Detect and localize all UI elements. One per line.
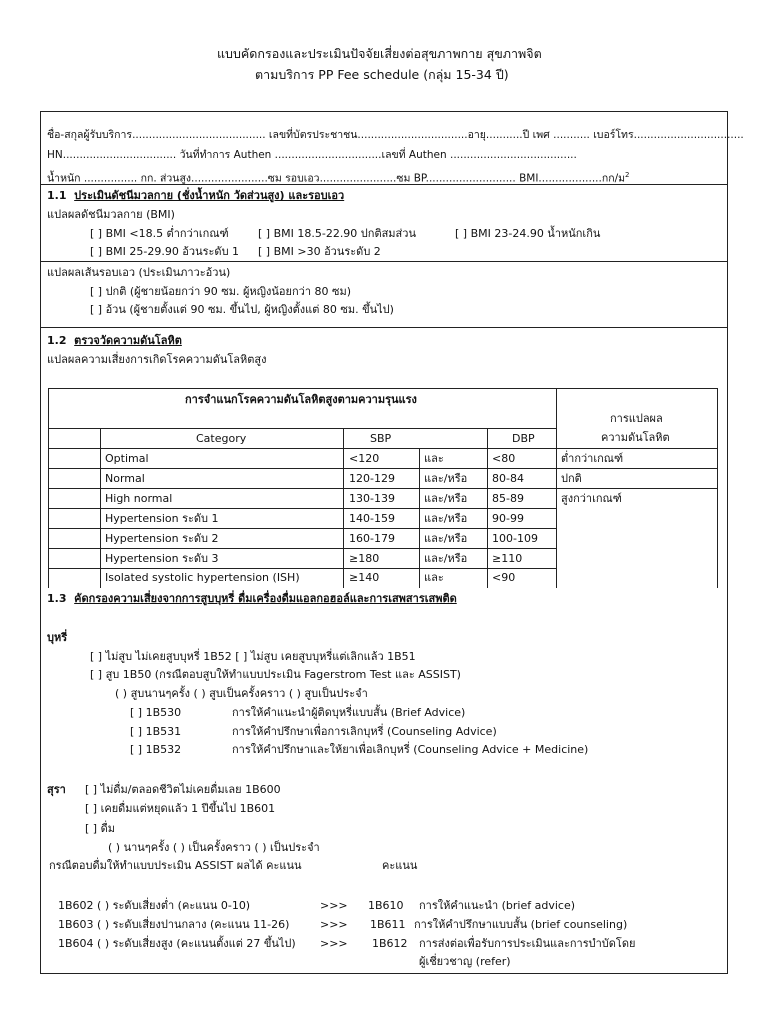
bmi-unit-sup: 2 — [625, 171, 630, 179]
bp-col-dbp: DBP — [512, 432, 535, 445]
divider-1 — [40, 184, 728, 185]
smoking-code-1B532[interactable]: [ ] 1B532 — [130, 743, 182, 756]
bp-conj-1: และ/หรือ — [424, 472, 468, 485]
bp-interp-high: สูงกว่าเกณฑ์ — [561, 492, 622, 505]
alcohol-option-never[interactable]: [ ] ไม่ดื่ม/ตลอดชีวิตไม่เคยดื่มเลย 1B600 — [85, 783, 281, 796]
waist-option-normal[interactable]: [ ] ปกติ (ผู้ชายน้อยกว่า 90 ซม. ผู้หญิงน้อยกว่า 80 ซม) — [90, 285, 351, 298]
frame-top — [40, 111, 728, 112]
bp-sbp-5: ≥180 — [349, 552, 380, 565]
frame-left — [40, 111, 41, 974]
assist-score-unit: คะแนน — [382, 859, 418, 872]
bmi-option-underweight[interactable]: [ ] BMI <18.5 ต่ำกว่าเกณฑ์ — [90, 227, 229, 240]
bp-conj-6: และ — [424, 571, 444, 584]
bp-table-rule — [48, 488, 718, 489]
risk-high-code: 1B612 — [372, 937, 408, 950]
risk-low-action: การให้คำแนะนำ (brief advice) — [419, 899, 575, 912]
bp-interp-header-1: การแปลผล — [610, 412, 663, 425]
bp-conj-2: และ/หรือ — [424, 492, 468, 505]
bp-cat-5: Hypertension ระดับ 3 — [105, 552, 219, 565]
bp-interp-header-2: ความดันโลหิต — [601, 431, 670, 444]
risk-high-refer: ผู้เชี่ยวชาญ (refer) — [419, 955, 511, 968]
risk-high[interactable]: 1B604 ( ) ระดับเสี่ยงสูง (คะแนนตั้งแต่ 27 ขึ้นไป) — [58, 937, 296, 950]
bp-cat-6: Isolated systolic hypertension (ISH) — [105, 571, 300, 584]
bmi-option-obese1[interactable]: [ ] BMI 25-29.90 อ้วนระดับ 1 — [90, 245, 240, 258]
bp-dbp-0: <80 — [492, 452, 516, 465]
assist-score-line: กรณีตอบดื่มให้ทำแบบประเมิน ASSIST ผลได้ คะแนน — [49, 859, 302, 872]
bp-interp-normal: ปกติ — [561, 472, 582, 485]
alcohol-option-quit[interactable]: [ ] เคยดื่มแต่หยุดแล้ว 1 ปีขึ้นไป 1B601 — [85, 802, 276, 815]
bp-col-sbp: SBP — [370, 432, 392, 445]
bp-table-top — [48, 388, 718, 389]
patient-info-row3[interactable] — [47, 168, 630, 186]
bp-dbp-1: 80-84 — [492, 472, 524, 485]
bp-table-rule — [100, 428, 101, 588]
bp-table-rule — [343, 428, 344, 588]
bp-table-rule — [487, 428, 488, 588]
waist-option-obese[interactable]: [ ] อ้วน (ผู้ชายตั้งแต่ 90 ซม. ขึ้นไป, ผู้หญิงตั้งแต่ 80 ซม. ขึ้นไป) — [90, 303, 394, 316]
frame-right — [727, 111, 728, 974]
bp-cat-2: High normal — [105, 492, 173, 505]
bp-sbp-6: ≥140 — [349, 571, 380, 584]
risk-medium-code: 1B611 — [370, 918, 406, 931]
bp-interp-low: ต่ำกว่าเกณฑ์ — [561, 452, 624, 465]
bp-sbp-3: 140-159 — [349, 512, 395, 525]
form-title-line2: ตามบริการ PP Fee schedule (กลุ่ม 15-34 ปี) — [255, 67, 509, 82]
bp-table-rule — [48, 448, 718, 449]
bp-table-rule — [419, 448, 420, 588]
bp-table-rule — [48, 548, 556, 549]
divider-3 — [40, 327, 728, 328]
sec11-heading: 1.1 ประเมินดัชนีมวลกาย (ชั่งน้ำหนัก วัดส่วนสูง) และรอบเอว — [47, 189, 345, 202]
bp-risk-desc: แปลผลความเสี่ยงการเกิดโรคความดันโลหิตสูง — [47, 353, 267, 366]
bmi-option-normal[interactable]: [ ] BMI 18.5-22.90 ปกติสมส่วน — [258, 227, 416, 240]
bp-dbp-4: 100-109 — [492, 532, 538, 545]
bp-table-header-divider — [48, 428, 556, 429]
divider-2 — [40, 261, 728, 262]
patient-info-row2[interactable]: HN.................................. วันที่ทำการ Authen ................................เลขที่ Authen ...................................... — [47, 149, 577, 161]
bmi-label: แปลผลดัชนีมวลกาย (BMI) — [47, 208, 175, 221]
bp-dbp-3: 90-99 — [492, 512, 524, 525]
bp-sbp-2: 130-139 — [349, 492, 395, 505]
bp-table-rule — [48, 568, 556, 569]
bp-sbp-1: 120-129 — [349, 472, 395, 485]
bp-table-left — [48, 388, 49, 588]
bp-conj-5: และ/หรือ — [424, 552, 468, 565]
bp-table-rule — [48, 528, 556, 529]
alcohol-option-drinks[interactable]: [ ] ดื่ม — [85, 822, 115, 835]
bp-cat-4: Hypertension ระดับ 2 — [105, 532, 219, 545]
bp-dbp-5: ≥110 — [492, 552, 523, 565]
risk-low[interactable]: 1B602 ( ) ระดับเสี่ยงต่ำ (คะแนน 0-10) — [58, 899, 251, 912]
smoking-frequency[interactable]: ( ) สูบนานๆครั้ง ( ) สูบเป็นครั้งคราว ( ) สูบเป็นประจำ — [115, 687, 368, 700]
risk-medium-action: การให้คำปรึกษาแบบสั้น (brief counseling) — [414, 918, 628, 931]
frame-bottom — [40, 973, 728, 974]
bp-cat-1: Normal — [105, 472, 145, 485]
patient-info-row1[interactable]: ชื่อ-สกุลผู้รับบริการ........................................ เลขที่บัตรประชาชน.................................อายุ...........ปี เพศ ........... เบอร์โทร................................. — [47, 129, 744, 141]
bp-table-right — [717, 388, 718, 588]
bp-col-category: Category — [196, 432, 247, 445]
risk-low-arrow: >>> — [320, 899, 348, 912]
bp-sbp-4: 160-179 — [349, 532, 395, 545]
bp-table-rule — [556, 388, 557, 588]
smoking-desc-1B532: การให้คำปรึกษาและให้ยาเพื่อเลิกบุหรี่ (Counseling Advice + Medicine) — [232, 743, 589, 756]
smoking-option-line1[interactable]: [ ] ไม่สูบ ไม่เคยสูบบุหรี่ 1B52 [ ] ไม่สูบ เคยสูบบุหรี่แต่เลิกแล้ว 1B51 — [90, 650, 416, 663]
risk-low-code: 1B610 — [368, 899, 404, 912]
bp-cat-3: Hypertension ระดับ 1 — [105, 512, 219, 525]
smoking-code-1B531[interactable]: [ ] 1B531 — [130, 725, 182, 738]
smoking-code-1B530[interactable]: [ ] 1B530 — [130, 706, 182, 719]
bp-conj-3: และ/หรือ — [424, 512, 468, 525]
smoking-label: บุหรี่ — [47, 631, 68, 644]
bmi-option-obese2[interactable]: [ ] BMI >30 อ้วนระดับ 2 — [258, 245, 381, 258]
bp-sbp-0: <120 — [349, 452, 380, 465]
risk-medium[interactable]: 1B603 ( ) ระดับเสี่ยงปานกลาง (คะแนน 11-26) — [58, 918, 290, 931]
bp-conj-0: และ — [424, 452, 444, 465]
bp-dbp-2: 85-89 — [492, 492, 524, 505]
waist-label: แปลผลเส้นรอบเอว (ประเมินภาวะอ้วน) — [47, 266, 231, 279]
risk-high-arrow: >>> — [320, 937, 348, 950]
risk-medium-arrow: >>> — [320, 918, 348, 931]
vitals-text: น้ำหนัก ................ กก. ส่วนสูง.......................ซม รอบเอว.......................ซม BP........................... BMI...................กก/ม — [47, 172, 626, 185]
alcohol-frequency[interactable]: ( ) นานๆครั้ง ( ) เป็นครั้งคราว ( ) เป็นประจำ — [108, 841, 320, 854]
bp-table-title: การจำแนกโรคความดันโลหิตสูงตามความรุนแรง — [185, 393, 417, 406]
bp-table-rule — [48, 468, 718, 469]
bp-conj-4: และ/หรือ — [424, 532, 468, 545]
sec12-heading: 1.2 ตรวจวัดความดันโลหิต — [47, 334, 182, 347]
form-title-line1: แบบคัดกรองและประเมินปัจจัยเสี่ยงต่อสุขภาพกาย สุขภาพจิต — [217, 46, 542, 61]
bmi-option-overweight[interactable]: [ ] BMI 23-24.90 น้ำหนักเกิน — [455, 227, 601, 240]
sec13-heading: 1.3 คัดกรองความเสี่ยงจากการสูบบุหรี่ ดื่มเครื่องดื่มแอลกอฮอล์และการเสพสารเสพติด — [47, 592, 457, 605]
risk-high-action: การส่งต่อเพื่อรับการประเมินและการบำบัดโดย — [419, 937, 636, 950]
bp-dbp-6: <90 — [492, 571, 516, 584]
smoking-option-smoker[interactable]: [ ] สูบ 1B50 (กรณีตอบสูบให้ทำแบบประเมิน Fagerstrom Test และ ASSIST) — [90, 668, 461, 681]
alcohol-label: สุรา — [47, 783, 66, 796]
smoking-desc-1B530: การให้คำแนะนำผู้ติดบุหรี่แบบสั้น (Brief Advice) — [232, 706, 466, 719]
smoking-desc-1B531: การให้คำปรึกษาเพื่อการเลิกบุหรี่ (Counseling Advice) — [232, 725, 497, 738]
bp-table-rule — [48, 508, 556, 509]
bp-cat-0: Optimal — [105, 452, 149, 465]
